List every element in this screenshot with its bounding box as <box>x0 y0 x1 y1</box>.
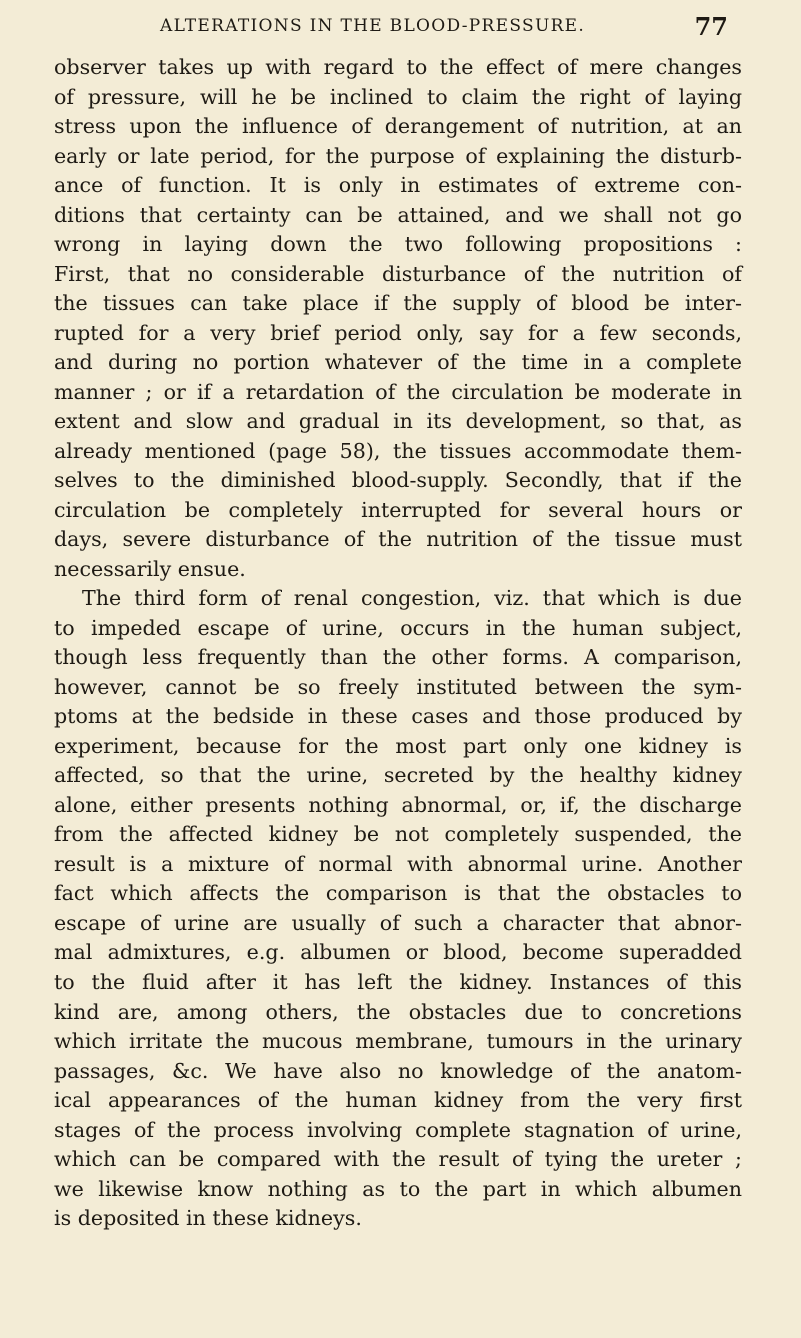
text-line: early or late period, for the purpose of explaining the disturb- <box>54 143 742 168</box>
text-line: manner ; or if a retardation of the circulation be moderate in <box>54 379 742 404</box>
text-line: ditions that certainty can be attained, and we shall not go <box>54 202 742 227</box>
text-line: ance of function. It is only in estimates of extreme con- <box>54 173 742 198</box>
running-head <box>160 12 728 46</box>
text-line: to impeded escape of urine, occurs in the human subject, <box>54 615 742 640</box>
text-line: necessarily ensue. <box>54 556 246 581</box>
text-line: mal admixtures, e.g. albumen or blood, become superadded <box>54 940 742 965</box>
text-line: kind are, among others, the obstacles due to concretions <box>54 999 742 1024</box>
text-line: selves to the diminished blood-supply. Secondly, that if the <box>54 468 742 493</box>
text-line: result is a mixture of normal with abnormal urine. Another <box>54 851 742 876</box>
text-line: passages, &c. We have also no knowledge of the anatom- <box>54 1058 742 1083</box>
text-line: from the affected kidney be not completely suspended, the <box>54 822 742 847</box>
text-line: alone, either presents nothing abnormal, or, if, the discharge <box>54 792 742 817</box>
text-line: days, severe disturbance of the nutrition of the tissue must <box>54 527 742 552</box>
text-line: of pressure, will he be inclined to claim the right of laying <box>54 84 742 109</box>
text-line: observer takes up with regard to the effect of mere changes <box>54 55 742 79</box>
text-line: circulation be completely interrupted for several hours or <box>54 497 742 522</box>
paragraph-2 <box>54 584 742 1233</box>
text-line: rupted for a very brief period only, say for a few seconds, <box>54 320 742 345</box>
text-line: ical appearances of the human kidney from the very first <box>54 1088 742 1113</box>
text-line: stages of the process involving complete stagnation of urine, <box>54 1117 742 1142</box>
text-line: to the fluid after it has left the kidney. Instances of this <box>54 969 742 994</box>
text-line: the tissues can take place if the supply of blood be inter- <box>54 291 742 316</box>
page-number: 77 <box>694 12 728 41</box>
text-line: fact which affects the comparison is that the obstacles to <box>54 881 742 906</box>
text-line: which irritate the mucous membrane, tumours in the urinary <box>54 1029 742 1054</box>
body-text <box>54 53 742 1234</box>
text-line: we likewise know nothing as to the part in which albumen <box>54 1176 742 1201</box>
text-line: affected, so that the urine, secreted by the healthy kidney <box>54 763 742 788</box>
text-line: wrong in laying down the two following propositions : <box>54 232 742 257</box>
text-line: stress upon the influence of derangement of nutrition, at an <box>54 114 742 139</box>
text-line: and during no portion whatever of the time in a complete <box>54 350 742 375</box>
text-line: First, that no considerable disturbance of the nutrition of <box>54 261 742 286</box>
text-line: already mentioned (page 58), the tissues accommodate them- <box>54 438 742 463</box>
text-line: ptoms at the bedside in these cases and those produced by <box>54 704 742 729</box>
text-line: however, cannot be so freely instituted between the sym- <box>54 674 742 699</box>
text-line: The third form of renal congestion, viz. that which is due <box>82 586 742 611</box>
paragraph-1 <box>54 53 742 584</box>
text-line: though less frequently than the other forms. A comparison, <box>54 645 742 670</box>
text-line: experiment, because for the most part only one kidney is <box>54 733 742 758</box>
text-line: escape of urine are usually of such a character that abnor- <box>54 910 742 935</box>
text-line: extent and slow and gradual in its development, so that, as <box>54 409 742 434</box>
text-line: is deposited in these kidneys. <box>54 1206 362 1231</box>
running-title: ALTERATIONS IN THE BLOOD-PRESSURE. <box>160 16 586 36</box>
text-line: which can be compared with the result of tying the ureter ; <box>54 1147 742 1172</box>
